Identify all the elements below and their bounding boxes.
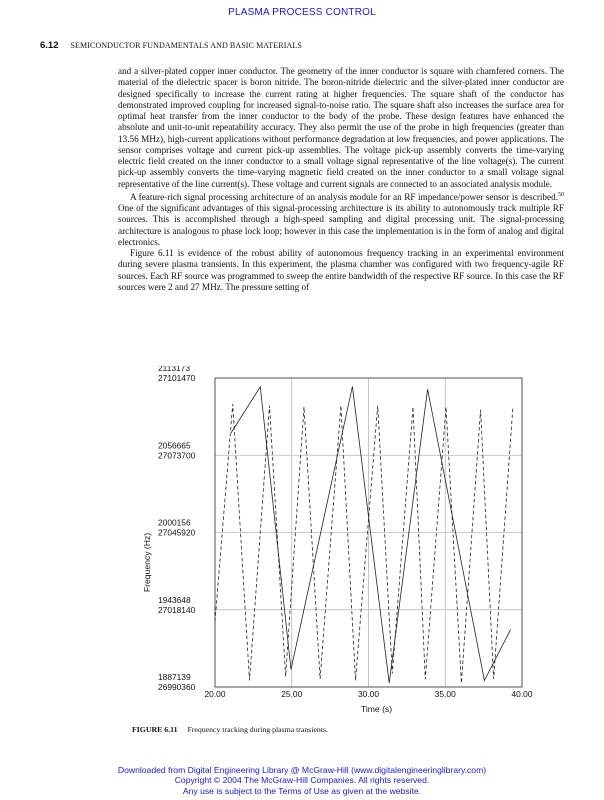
- figure-caption: [132, 725, 328, 734]
- x-tick-label: 40.00: [511, 689, 533, 699]
- y-tick-label-27mhz: 27018140: [158, 604, 196, 615]
- terms-of-use-link[interactable]: Any use is subject to the Terms of Use as given at the website.: [182, 785, 422, 796]
- series-line-solid: [231, 386, 510, 683]
- y-axis-label: Frequency (Hz): [142, 532, 152, 593]
- series-line-dashed: [215, 404, 513, 683]
- y-tick-label-2mhz: 2113173: [158, 366, 190, 373]
- paragraph-1: and a silver-plated copper inner conductor. The geometry of the inner conductor is square with chamfered corners. The material of the dielectric spacer is boron nitride. The boron-nitride dielectric and the silver-plated inner conductor are designed specifically to increase the current rating at higher frequencies. The square shaft of the conductor has demonstrated improved coupling for increased signal-to-noise ratio. The square shaft also increases the surface area for optimal heat transfer from the inner conductor to the body of the probe. These design features have enhanced the absolute and unit-to-unit repeatability accuracy. They also permit the use of the probe in high frequencies (greater than 13.56 MHz), high-current applications without performance degradation at low frequencies, and power applications. The sensor comprises voltage and current pick-up assemblies. The voltage pick-up assembly converts the time-varying electric field created on the inner conductor to a small voltage signal representative of the line voltage(s). The current pick-up assembly converts the time-varying magnetic field created on the inner conductor to a small voltage signal representative of the line current(s). These voltage and current signals are connected to an associated analysis module.: [118, 66, 564, 189]
- download-footer: [0, 765, 604, 796]
- page-number: 6.12: [40, 40, 59, 51]
- x-tick-label: 20.00: [204, 689, 226, 699]
- paragraph-3: Figure 6.11 is evidence of the robust ability of autonomous frequency tracking in an experimental environment during severe plasma transients. In this experiment, the plasma chamber was configured with two frequency-agile RF sources. Each RF source was programmed to sweep the entire bandwidth of the respective RF source. In this case the RF sources were 2 and 27 MHz. The pressure setting of: [118, 248, 564, 292]
- x-tick-label: 35.00: [434, 689, 456, 699]
- chapter-title: SEMICONDUCTOR FUNDAMENTALS AND BASIC MATERIALS: [70, 41, 302, 50]
- body-text: [118, 66, 564, 293]
- caption-text: Frequency tracking during plasma transients.: [187, 725, 328, 734]
- y-tick-label-2mhz: 1943648: [158, 594, 191, 605]
- y-tick-label-2mhz: 1887139: [158, 672, 191, 682]
- caption-label: FIGURE 6.11: [132, 725, 178, 734]
- download-footer-link[interactable]: Downloaded from Digital Engineering Library @ McGraw-Hill (www.digitalengineeringlibrary.com): [117, 765, 487, 775]
- figure-6-11: [130, 366, 560, 726]
- x-tick-label: 30.00: [358, 689, 379, 699]
- paragraph-2-lead: A feature-rich signal processing architecture of an analysis module for an RF impedance/power sensor is described.: [130, 191, 558, 202]
- y-tick-label-2mhz: 2056665: [158, 440, 191, 451]
- y-tick-label-27mhz: 27101470: [158, 373, 196, 383]
- citation-ref: 50: [558, 191, 564, 198]
- copyright-line: Copyright © 2004 The McGraw-Hill Companies. All rights reserved.: [174, 775, 430, 786]
- frequency-tracking-chart: [130, 366, 560, 726]
- y-tick-label-2mhz: 2000156: [158, 517, 191, 528]
- download-banner-title: PLASMA PROCESS CONTROL: [228, 7, 376, 18]
- y-tick-label-27mhz: 26990360: [158, 682, 196, 692]
- y-tick-label-27mhz: 27045920: [158, 527, 196, 538]
- y-tick-label-27mhz: 27073700: [158, 450, 196, 461]
- x-axis-label: Time (s): [360, 704, 393, 714]
- page-header: [40, 40, 302, 51]
- x-tick-label: 25.00: [281, 689, 303, 699]
- paragraph-2-rest: One of the significant advantages of this signal-processing architecture is its ability to autonomously track multiple RF sources. This is accomplished through a high-speed sampling and digital processing unit. The signal-processing architecture is analogous to phase lock loop; however in this case the implementation is in the form of analog and digital electronics.: [118, 203, 564, 247]
- paragraph-2: [118, 190, 564, 248]
